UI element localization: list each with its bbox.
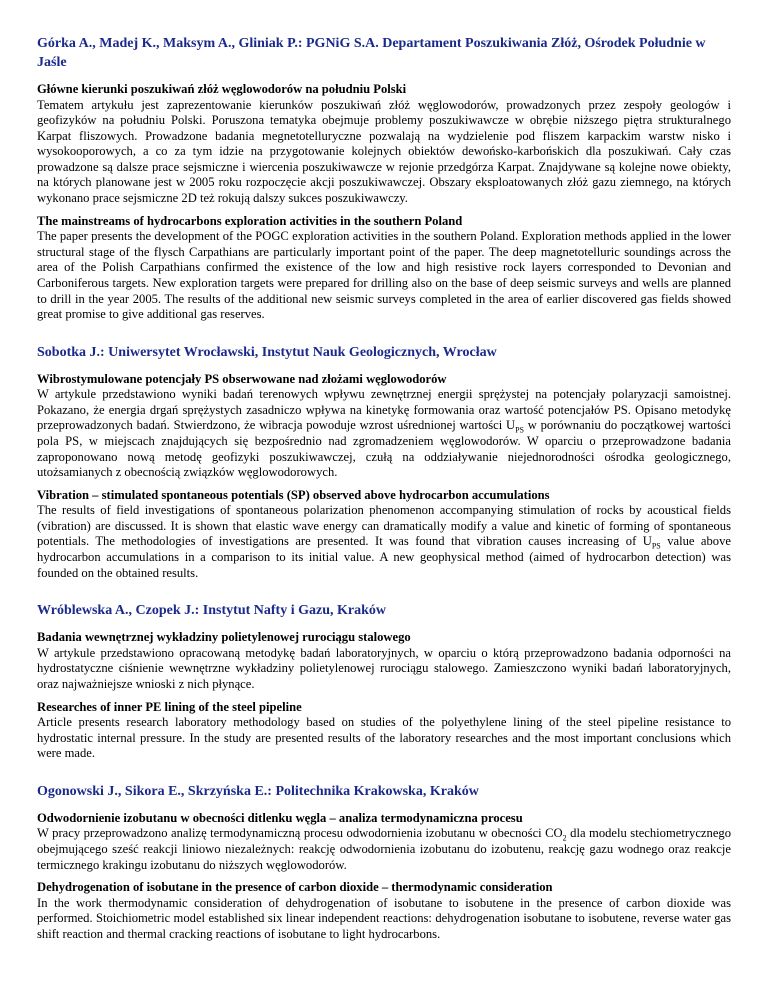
abstract-en	[37, 880, 731, 942]
subscript: 2	[562, 833, 567, 843]
abstract-body-en: In the work thermodynamic consideration of dehydrogenation of isobutane to isobutene in the presence of carbon dioxide was performed. Stoichiometric model established six linear independent reactions: dehydrogenation isobutane to isobutene, reverse water gas shift reaction and thermal cracking reactions of isobutane to light hydrocarbons.	[37, 895, 731, 941]
body-text: W artykule przedstawiono wyniki badań terenowych wpływu zewnętrznej energii sprężystej na potencjały polaryzacji samoistnej. Pokazano, że energia drgań sprężystych zasadniczo wpływa na kinetykę formowania oraz wartość potencjałów PS. Opisano metodykę przeprowadzonych badań. Stwierdzono, że wibracja powoduje wzrost uśrednionej wartości U	[37, 387, 731, 433]
abstract-en	[37, 214, 731, 323]
abstract-title-en: Researches of inner PE lining of the steel pipeline	[37, 699, 302, 714]
abstract-body-pl: W artykule przedstawiono opracowaną metodykę badań laboratoryjnych, w oparciu o którą przeprowadzono badania odporności na hydrostatyczne ciśnienie wewnętrzne wykładziny polietylenowej rurociągu stalowego. Zamieszczono wyniki badań laboratoryjnych, oraz najważniejsze wnioski z nich płynące.	[37, 645, 731, 691]
abstract-pl	[37, 372, 731, 481]
abstract-title-pl: Wibrostymulowane potencjały PS obserwowane nad złożami węglowodorów	[37, 371, 447, 386]
abstract-section	[37, 343, 731, 582]
abstract-body-en: The paper presents the development of the POGC exploration activities in the southern Poland. Exploration methods applied in the lower structural stage of the flysch Carpathians are particularly important point of the paper. The deep magnetotelluric soundings across the area of the Polish Carpathians confirmed the existence of the low and high resistive rock layers corresponded to Devonian and Carboniferous targets. New exploration targets were prepared for drilling also on the base of deep seismic surveys and wells are planned to drill in the year 2005. The results of the additional new seismic surveys completed in the area of earlier discovered gas fields showed great promise to give additional gas reserves.	[37, 229, 731, 322]
abstract-section	[37, 34, 731, 323]
abstract-body-pl	[37, 826, 731, 873]
abstract-body-en	[37, 503, 731, 581]
section-heading: Ogonowski J., Sikora E., Skrzyńska E.: Politechnika Krakowska, Kraków	[37, 783, 479, 799]
abstract-title-en: Dehydrogenation of isobutane in the presence of carbon dioxide – thermodynamic consideration	[37, 880, 553, 895]
abstract-en	[37, 700, 731, 762]
abstract-title-pl: Odwodornienie izobutanu w obecności ditlenku węgla – analiza termodynamiczna procesu	[37, 810, 523, 825]
abstract-en	[37, 488, 731, 581]
subscript: PS	[651, 541, 661, 551]
body-text: W pracy przeprowadzono analizę termodynamiczną procesu odwodornienia izobutanu w obecności CO	[37, 826, 563, 841]
section-heading: Górka A., Madej K., Maksym A., Gliniak P.: PGNiG S.A. Departament Poszukiwania Złóż, Ośrodek Południe w Jaśle	[37, 36, 706, 70]
section-heading: Wróblewska A., Czopek J.: Instytut Nafty i Gazu, Kraków	[37, 603, 386, 619]
section-heading: Sobotka J.: Uniwersytet Wrocławski, Instytut Nauk Geologicznych, Wrocław	[37, 344, 497, 360]
abstract-title-pl: Główne kierunki poszukiwań złóż węglowodorów na południu Polski	[37, 82, 407, 96]
abstract-pl	[37, 811, 731, 873]
subscript: PS	[515, 425, 524, 435]
abstract-pl	[37, 82, 731, 207]
body-text: value above hydrocarbon accumulations in a comparison to its initial value. A new geophysical method (aimed of hydrocarbon detection) was founded on the obtained results.	[37, 534, 731, 580]
abstract-title-pl: Badania wewnętrznej wykładziny polietylenowej rurociągu stalowego	[37, 630, 411, 645]
body-text: dla modelu stechiometrycznego obejmującego sześć reakcji liniowo niezależnych: reakcję odwodornienia izobutanu do izobutenu, reakcję gazu wodnego oraz reakcje termicznego krakingu izobutanu do niższych węglowodorów.	[37, 826, 731, 872]
body-text: w porównaniu do początkowej wartości pola PS, w miejscach znajdujących się bezpośrednio nad zgromadzeniem węglowodorów. W oparciu o przeprowadzone badania zaproponowano nową metodę geofizyki poszukiwawczej, czułą na oddziaływanie niejednorodności ośrodka geologicznego, utożsamianych z obecnością związków węglowodorowych.	[37, 418, 731, 480]
body-text: The results of field investigations of spontaneous polarization phenomenon accompanying stimulation of rocks by acoustical fields (vibration) are discussed. It is shown that elastic wave energy can dramatically modify a value and kinetic of forming of spontaneous potentials. The methodologies of investigations are presented. It was found that vibration causes increasing of U	[37, 503, 731, 549]
abstract-title-en: Vibration – stimulated spontaneous potentials (SP) observed above hydrocarbon accumulations	[37, 487, 550, 502]
abstract-body-pl: Tematem artykułu jest zaprezentowanie kierunków poszukiwań złóż węglowodorów, prowadzonych przez zespoły geologów i geofizyków na południu Polski. Poruszona tematyka obejmuje problemy poszukiwawcze w obrębie niższego piętra strukturalnego Karpat fliszowych. Prowadzone badania megnetotelluryczne pozwalają na wydzielenie pod fliszem karpackim warstw nisko i wysokooporowych, a co za tym idzie na przygotowanie kolejnych obiektów dewońsko-karbońskich dla poszukiwań. Cały czas prowadzone są dalsze prace sejsmiczne i wiercenia poszukiwawcze w rejonie przedgórza Karpat. Znajdywane są kolejne nowe obiekty, na których planowane jest w 2005 roku rozpoczęcie akcji poszukiwawczej. Obszary eksploatowanych złóż gazu ziemnego, na których wykonano prace sejsmiczne 2D też rokują dalszy sukces poszukiwawczy.	[37, 97, 731, 206]
abstract-pl	[37, 630, 731, 692]
abstract-section	[37, 782, 731, 943]
abstract-body-pl	[37, 387, 731, 481]
abstract-body-en: Article presents research laboratory methodology based on studies of the polyethylene lining of the steel pipeline resistance to hydrostatic internal pressure. In the study are presented results of the laboratory researches and the most important conclusions which were made.	[37, 715, 731, 761]
abstract-section	[37, 601, 731, 762]
abstract-title-en: The mainstreams of hydrocarbons exploration activities in the southern Poland	[37, 213, 463, 228]
